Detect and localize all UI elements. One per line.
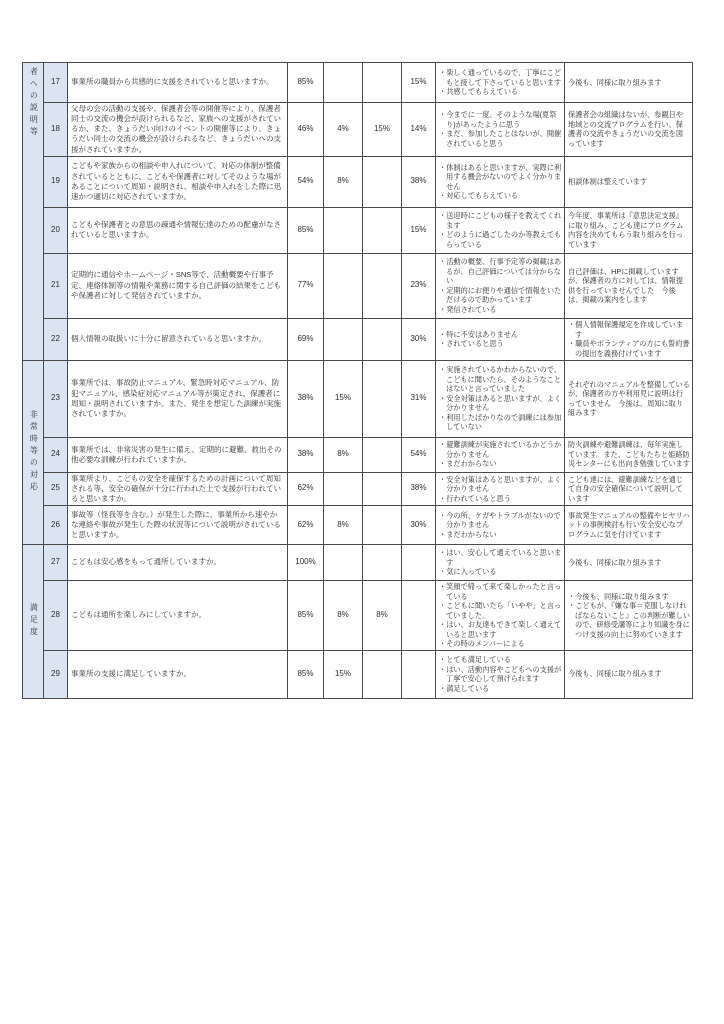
percent-cell: [324, 253, 363, 318]
question-cell: 事故等（怪我等を含む。）が発生した際に、事業所から速やかな連絡や事故が発生した際の状況等について説明がされていると思いますか。: [68, 506, 288, 545]
response-item: それぞれのマニュアルを整備しているが、保護者の方や利用児に説明は行っていません 今後は、周知に取り組みます: [568, 379, 690, 418]
percent-cell: [324, 545, 363, 581]
response-cell: [565, 103, 693, 157]
comment-item: ・避難訓練が実施されているかどうか分かりません: [439, 440, 562, 459]
percent-cell: 30%: [402, 506, 436, 545]
comment-item: ・まだわからない: [439, 459, 497, 469]
comments-cell: [436, 472, 565, 505]
comment-item: ・どのように過ごしたのか等教えてもらっている: [439, 230, 562, 249]
comment-item: ・体制はあると思いますが、実際に利用する機会がないのでよく分かりません: [439, 162, 562, 191]
question-cell: 父母の会の活動の支援や、保護者会等の開催等により、保護者同士の交流の機会が設けられるなど、家族への支援がされているか、また、きょうだい向けのイベントの開催等により、きょうだい同士の交流の機会が設けられるなど、きょうだいへの支援がされていますか。: [68, 103, 288, 157]
row-number: 26: [44, 506, 68, 545]
table-row: [23, 63, 693, 103]
percent-cell: 31%: [402, 360, 436, 437]
percent-cell: 62%: [288, 506, 324, 545]
percent-cell: 8%: [324, 506, 363, 545]
response-cell: [565, 360, 693, 437]
percent-cell: [363, 506, 402, 545]
comment-item: ・はい、安心して通えていると思います: [439, 548, 562, 567]
table-row: [23, 506, 693, 545]
table-row: [23, 472, 693, 505]
table-row: [23, 103, 693, 157]
comments-cell: [436, 318, 565, 360]
table-row: [23, 360, 693, 437]
comment-item: ・はい、活動内容やこどもへの支援が丁寧で安心して預けられます: [439, 664, 562, 683]
response-cell: [565, 437, 693, 472]
percent-cell: 15%: [402, 63, 436, 103]
row-number: 25: [44, 472, 68, 505]
comment-item: ・とても満足している: [439, 655, 511, 664]
percent-cell: 8%: [324, 581, 363, 651]
comment-item: ・まだ、参加したことはないが、開催されていると思う: [439, 129, 562, 148]
comment-item: ・その時のメンバーによる: [439, 639, 525, 648]
row-number: 18: [44, 103, 68, 157]
comments-cell: [436, 103, 565, 157]
percent-cell: 100%: [288, 545, 324, 581]
category-cell-satisfaction: [23, 545, 44, 699]
row-number: 22: [44, 318, 68, 360]
percent-cell: 15%: [324, 650, 363, 698]
question-cell: 事業所の職員から共感的に支援をされていると思いますか。: [68, 63, 288, 103]
table-row: [23, 545, 693, 581]
response-cell: [565, 472, 693, 505]
percent-cell: [363, 650, 402, 698]
category-label: 非常時等の対応: [29, 410, 39, 495]
percent-cell: 14%: [402, 103, 436, 157]
percent-cell: 15%: [324, 360, 363, 437]
row-number: 21: [44, 253, 68, 318]
response-item: 相談体制は整えています: [568, 176, 648, 186]
percent-cell: [402, 545, 436, 581]
response-item: 今後も、同様に取り組みます: [568, 669, 662, 679]
percent-cell: 15%: [363, 103, 402, 157]
comment-item: ・満足している: [439, 683, 490, 693]
response-cell: [565, 650, 693, 698]
comment-item: ・対応してもらえている: [439, 191, 519, 201]
percent-cell: [363, 472, 402, 505]
percent-cell: 85%: [288, 650, 324, 698]
response-item: ・今後も、同様に取り組みます: [568, 591, 669, 601]
percent-cell: 69%: [288, 318, 324, 360]
comment-item: ・気に入っている: [439, 567, 497, 577]
percent-cell: 46%: [288, 103, 324, 157]
category-cell-explanation: [23, 63, 44, 361]
percent-cell: 85%: [288, 207, 324, 253]
comment-item: ・はい、お友達もできて楽しく通えていると思います: [439, 620, 562, 639]
comment-item: ・共感してもらえている: [439, 87, 519, 97]
comment-item: ・活動の概要、行事予定等の掲載はあるが、自己評価については分からない: [439, 257, 562, 286]
comment-item: ・こどもに聞いたら「いやや」と言っていました。: [439, 601, 562, 620]
row-number: 23: [44, 360, 68, 437]
row-number: 29: [44, 650, 68, 698]
response-cell: [565, 581, 693, 651]
comments-cell: [436, 253, 565, 318]
row-number: 17: [44, 63, 68, 103]
comments-cell: [436, 63, 565, 103]
comment-item: ・利用したばかりなので訓練には参加していない: [439, 412, 562, 432]
row-number: 19: [44, 156, 68, 207]
percent-cell: [402, 581, 436, 651]
response-item: ・こどもが、『嫌な事＝克服しなければならないこと』この判断が難しいので、研修受講等により知識を身につけ支援の向上に努めていきます: [568, 601, 691, 639]
comments-cell: [436, 581, 565, 651]
question-cell: こどもは安心感をもって通所していますか。: [68, 545, 288, 581]
comments-cell: [436, 437, 565, 472]
comment-item: ・特に不安はありません: [439, 329, 519, 339]
percent-cell: 30%: [402, 318, 436, 360]
question-cell: 個人情報の取扱いに十分に留意されていると思いますか。: [68, 318, 288, 360]
comments-cell: [436, 650, 565, 698]
percent-cell: 38%: [288, 360, 324, 437]
response-cell: [565, 253, 693, 318]
table-row: [23, 437, 693, 472]
survey-results-table: [22, 62, 693, 699]
response-item: ・職員やボランティアの方にも誓約書の提出を義務付けています: [568, 339, 690, 358]
category-label: 者への説明等: [29, 67, 39, 139]
response-item: ・個人情報保護規定を作成しています: [568, 320, 684, 339]
percent-cell: [363, 360, 402, 437]
comment-item: ・送迎時にこどもの様子を教えてくれます: [439, 211, 562, 230]
percent-cell: 38%: [288, 437, 324, 472]
percent-cell: 54%: [288, 156, 324, 207]
percent-cell: 8%: [324, 437, 363, 472]
comment-item: ・今の所、ケガやトラブルがないので分かりません: [439, 510, 561, 530]
comments-cell: [436, 506, 565, 545]
table-row: [23, 650, 693, 698]
comments-cell: [436, 156, 565, 207]
response-item: 防火訓練や避難訓練は、毎年実施しています。また、こどもたちと姫路防災センターにも出向き勉強しています: [568, 440, 690, 469]
row-number: 27: [44, 545, 68, 581]
percent-cell: [324, 63, 363, 103]
percent-cell: 15%: [402, 207, 436, 253]
response-item: 事故発生マニュアルの整備やヒヤリハットの事例検討も行い安全安心なプログラムに気を付けています: [568, 510, 690, 539]
row-number: 24: [44, 437, 68, 472]
table-row: [23, 581, 693, 651]
percent-cell: 4%: [324, 103, 363, 157]
response-item: こども達には、避難訓練などを通じて自身の安全確保について説明しています: [568, 474, 684, 503]
percent-cell: [363, 253, 402, 318]
response-item: 今後も、同様に取り組みます: [568, 77, 662, 87]
percent-cell: 38%: [402, 156, 436, 207]
question-cell: こどもや家族からの相談や申入れについて、対応の体制が整備されているとともに、こどもや保護者に対してそのような場があることについて周知・説明され、相談や申入れをした際に迅速かつ適切に対応されていますか。: [68, 156, 288, 207]
comments-cell: [436, 545, 565, 581]
question-cell: 事業所では、事故防止マニュアル、緊急時対応マニュアル、防犯マニュアル、感染症対応マニュアル等が策定され、保護者に周知・説明されていますか。また、発生を想定した訓練が実施されていますか。: [68, 360, 288, 437]
comment-item: ・楽しく通っているので、丁寧にこどもと接して下さっていると思います: [439, 68, 562, 87]
response-cell: [565, 207, 693, 253]
percent-cell: [402, 650, 436, 698]
comments-cell: [436, 207, 565, 253]
comment-item: ・実施されているかわからないので、こどもに聞いたら、そのようなことはないと言っていました: [439, 365, 562, 394]
row-number: 20: [44, 207, 68, 253]
response-cell: [565, 63, 693, 103]
table-row: [23, 253, 693, 318]
comment-item: ・安全対策はあると思いますが、よく分かりません: [439, 393, 562, 413]
percent-cell: [363, 63, 402, 103]
percent-cell: 8%: [324, 156, 363, 207]
percent-cell: 62%: [288, 472, 324, 505]
percent-cell: 77%: [288, 253, 324, 318]
percent-cell: 38%: [402, 472, 436, 505]
response-cell: [565, 156, 693, 207]
question-cell: こどもや保護者との意思の疎通や情報伝達のための配慮がなされていると思いますか。: [68, 207, 288, 253]
response-item: 保護者会の組織はないが、参観日や地域との交流プログラムを行い、保護者の交流やきょうだいの交流を図っています: [568, 110, 684, 148]
comment-item: ・安全対策はあると思いますが、よく分かりません: [439, 474, 562, 494]
comment-item: ・今までに一度、そのような場(夏祭り)があったように思う: [439, 110, 557, 129]
percent-cell: [363, 437, 402, 472]
comment-item: ・まだわからない: [439, 529, 497, 539]
row-number: 28: [44, 581, 68, 651]
percent-cell: [324, 207, 363, 253]
comment-item: ・発信されている: [439, 304, 497, 314]
response-item: 今後も、同様に取り組みます: [568, 557, 662, 567]
table-row: [23, 207, 693, 253]
percent-cell: [363, 545, 402, 581]
percent-cell: [324, 472, 363, 505]
category-label: 満足度: [29, 603, 39, 640]
question-cell: 事業所の支援に満足していますか。: [68, 650, 288, 698]
comment-item: ・笑顔で帰って来て楽しかったと言っている: [439, 582, 562, 601]
question-cell: 定期的に通信やホームページ・SNS等で、活動概要や行事予定、連絡体制等の情報や業務に関する自己評価の結果をこどもや保護者に対して発信されていますか。: [68, 253, 288, 318]
question-cell: 事業所より、こどもの安全を確保するための計画について周知される等、安全の確保が十分に行われた上で支援が行われていると思いますか。: [68, 472, 288, 505]
percent-cell: 54%: [402, 437, 436, 472]
percent-cell: [363, 207, 402, 253]
table-row: [23, 318, 693, 360]
question-cell: こどもは通所を楽しみにしていますか。: [68, 581, 288, 651]
percent-cell: [363, 156, 402, 207]
response-cell: [565, 318, 693, 360]
comments-cell: [436, 360, 565, 437]
category-cell-emergency: [23, 360, 44, 544]
percent-cell: 85%: [288, 581, 324, 651]
percent-cell: 23%: [402, 253, 436, 318]
response-cell: [565, 545, 693, 581]
response-cell: [565, 506, 693, 545]
comment-item: ・行われていると思う: [439, 493, 511, 503]
percent-cell: 85%: [288, 63, 324, 103]
percent-cell: [324, 318, 363, 360]
percent-cell: [363, 318, 402, 360]
percent-cell: 8%: [363, 581, 402, 651]
question-cell: 事業所では、非常災害の発生に備え、定期的に避難、救出その他必要な訓練が行われていますか。: [68, 437, 288, 472]
table-row: [23, 156, 693, 207]
response-item: 今年度、事業所は『意思決定支援』に取り組み、こども達にプログラム内容を決めてもらう取り組みを行っています: [568, 211, 684, 249]
comment-item: ・されていると思う: [439, 339, 504, 349]
comment-item: ・定期的にお便りや通信で情報をいただけるので助かっています: [439, 285, 562, 305]
response-item: 自己評価は、HPに掲載していますが、保護者の方に対しては、情報提供を行っていませんでした 今後は、掲載の案内をします: [568, 266, 684, 305]
